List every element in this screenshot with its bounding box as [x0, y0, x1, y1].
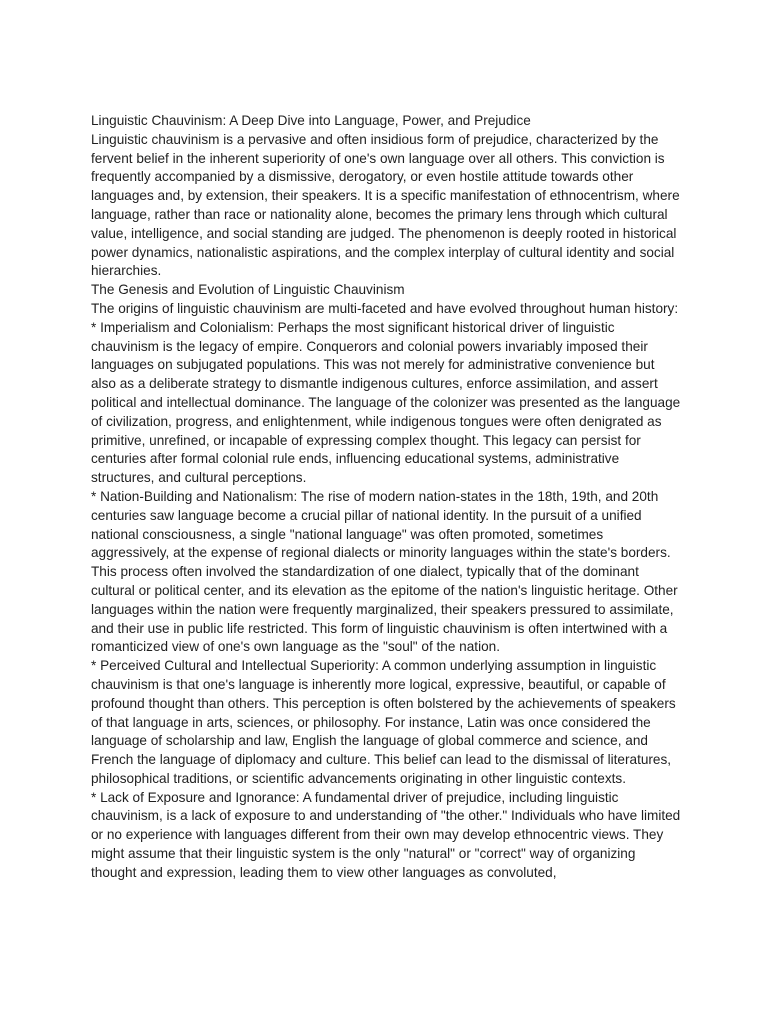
intro-paragraph: Linguistic chauvinism is a pervasive and often insidious form of prejudice, characterized by the fervent belief in the inherent superiority of one's own language over all others. This conviction is frequently accompanied by a dismissive, derogatory, or even hostile attitude towards other languages and, by extension, their speakers. It is a specific manifestation of ethnocentrism, where language, rather than race or nationality alone, becomes the primary lens through which cultural value, intelligence, and social standing are judged. The phenomenon is deeply rooted in historical power dynamics, nationalistic aspirations, and the complex interplay of cultural identity and social hierarchies.: [91, 131, 680, 279]
document-page: [91, 112, 681, 883]
bullet-cultural-superiority: * Perceived Cultural and Intellectual Superiority: A common underlying assumption in linguistic chauvinism is that one's language is inherently more logical, expressive, beautiful, or capable of profound thought than others. This perception is often bolstered by the achievements of speakers of that language in arts, sciences, or philosophy. For instance, Latin was once considered the language of scholarship and law, English the language of global commerce and science, and French the language of diplomacy and culture. This belief can lead to the dismissal of literatures, philosophical traditions, or scientific advancements originating in other linguistic contexts.: [91, 658, 676, 786]
bullet-lack-of-exposure: * Lack of Exposure and Ignorance: A fundamental driver of prejudice, including linguistic chauvinism, is a lack of exposure to and understanding of "the other." Individuals who have limited or no experience with languages different from their own may develop ethnocentric views. They might assume that their linguistic system is the only "natural" or "correct" way of organizing thought and expression, leading them to view other languages as convoluted,: [91, 789, 681, 880]
section-heading: The Genesis and Evolution of Linguistic Chauvinism: [91, 282, 405, 298]
document-title: Linguistic Chauvinism: A Deep Dive into Language, Power, and Prejudice: [91, 113, 531, 128]
section-intro-paragraph: The origins of linguistic chauvinism are multi-faceted and have evolved throughout human history:: [91, 300, 679, 316]
bullet-imperialism: * Imperialism and Colonialism: Perhaps the most significant historical driver of linguistic chauvinism is the legacy of empire. Conquerors and colonial powers invariably imposed their languages on subjugated populations. This was not merely for administrative convenience but also as a deliberate strategy to dismantle indigenous cultures, enforce assimilation, and assert political and intellectual dominance. The language of the colonizer was presented as the language of civilization, progress, and enlightenment, while indigenous tongues were often denigrated as primitive, unrefined, or incapable of expressing complex thought. This legacy can persist for centuries after formal colonial rule ends, influencing educational systems, administrative structures, and cultural perceptions.: [91, 319, 681, 486]
bullet-nation-building: * Nation-Building and Nationalism: The rise of modern nation-states in the 18th, 19th, and 20th centuries saw language become a crucial pillar of national identity. In the pursuit of a unified national consciousness, a single "national language" was often promoted, sometimes aggressively, at the expense of regional dialects or minority languages within the state's borders. This process often involved the standardization of one dialect, typically that of the dominant cultural or political center, and its elevation as the epitome of the nation's linguistic heritage. Other languages within the nation were frequently marginalized, their speakers pressured to assimilate, and their use in public life restricted. This form of linguistic chauvinism is often intertwined with a romanticized view of one's own language as the "soul" of the nation.: [91, 488, 678, 655]
